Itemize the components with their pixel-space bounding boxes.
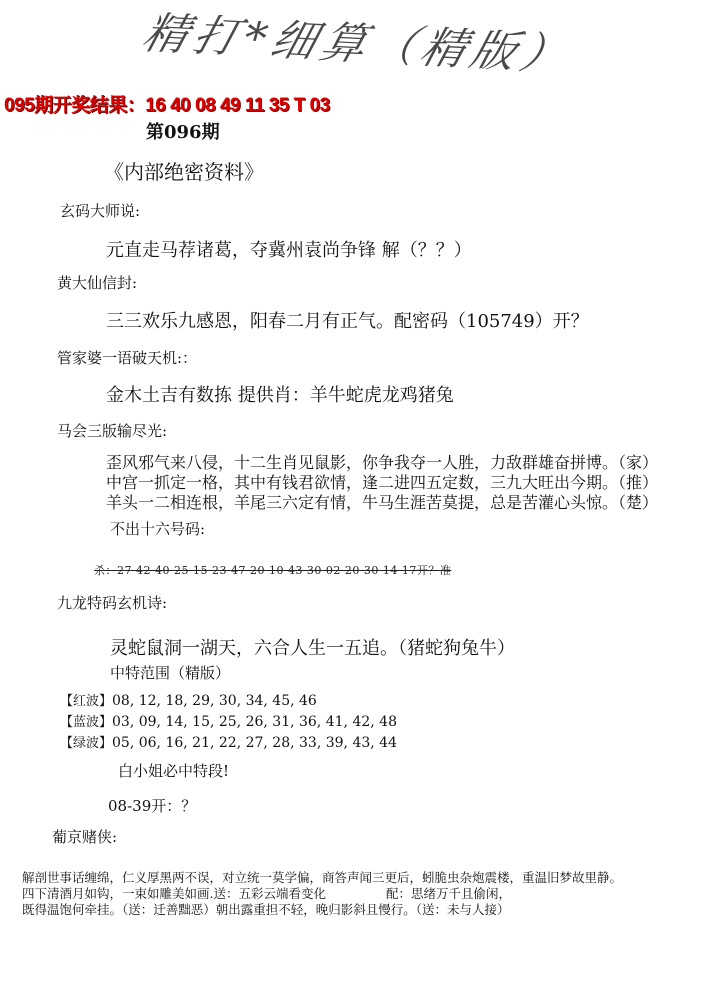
huang-label: 黄大仙信封: [57, 274, 138, 292]
range-open: 08-39开：？ [108, 797, 197, 815]
footer-line-3: 既得温饱何牵挂。（送：迁善黜恶）朝出露重担不轻，晚归影斜且慢行。（送：未与人接） [22, 902, 510, 917]
guanjia-text: 金木土吉有数拣 提供肖：羊牛蛇虎龙鸡猪兔 [106, 385, 454, 406]
wave-red [60, 690, 317, 709]
guanjia-label: 管家婆一语破天机:： [57, 349, 198, 367]
puxia-label: 葡京赌侠: [52, 828, 118, 846]
wave-numbers: 08, 12, 18, 29, 30, 34, 45, 46 [112, 693, 317, 709]
kill-numbers: 杀：27 42 40 25 15 23 47 20 10 43 30 02 20 30 14 17开？准 [94, 564, 452, 577]
wave-tag: 【绿波】 [60, 736, 113, 751]
footer-line-1: 解剖世事话缠绵，仁义厚黑两不误，对立统一莫学偏，商答声闻三更后，蚓脆虫杂炮震楼，重温旧梦故里静。 [22, 870, 623, 885]
mahui-line-2: 中宫一抓定一格，其中有钱君欲情，逢二进四五定数，三九大旺出今期。（推） [106, 473, 659, 492]
jiulong-label: 九龙特码玄机诗: [57, 594, 168, 612]
footer-line-2 [22, 886, 511, 902]
wave-numbers: 03, 09, 14, 15, 25, 26, 31, 36, 41, 42, 48 [112, 714, 397, 730]
banner-title: 精打*细算（精版） [137, 8, 579, 81]
issue-number: 第096期 [146, 122, 220, 143]
mahui-line-3: 羊头一二相连根，羊尾三六定有情，牛马生涯苦莫提，总是苦灌心头惊。（楚） [106, 493, 659, 512]
xuanma-text: 元直走马荐诸葛，夺冀州袁尚争锋 解（？？） [106, 240, 472, 261]
huang-text: 三三欢乐九感恩，阳春二月有正气。配密码（105749）开？ [106, 311, 589, 332]
footer-line-2b: 配：思绪万千且偷闲， [385, 886, 511, 901]
wave-green [60, 732, 397, 751]
footer-line-2a: 四下清酒月如钩，一束如雕美如画.送：五彩云端看变化 [22, 886, 326, 901]
wave-numbers: 05, 06, 16, 21, 22, 27, 28, 33, 39, 43, 44 [112, 735, 397, 751]
wave-tag: 【蓝波】 [60, 715, 113, 730]
wave-blue [60, 711, 397, 730]
baixiaojie-text: 白小姐必中特段! [118, 762, 230, 780]
document-title: 《内部绝密资料》 [104, 160, 264, 184]
draw-result: 095期开奖结果：16 40 08 49 11 35 T 03 [4, 95, 330, 116]
mahui-line-1: 歪风邪气来八侵，十二生肖见鼠影，你争我夺一人胜，力敌群雄奋拼博。（家） [106, 453, 659, 472]
mahui-label: 马会三版输尽光: [57, 422, 168, 440]
jiulong-text: 灵蛇鼠洞一湖天，六合人生一五追。（猪蛇狗兔牛） [110, 638, 515, 659]
no16-label: 不出十六号码: [110, 520, 206, 538]
range-label: 中特范围（精版） [110, 664, 231, 682]
xuanma-label: 玄码大师说: [60, 202, 141, 220]
wave-tag: 【红波】 [60, 694, 113, 709]
